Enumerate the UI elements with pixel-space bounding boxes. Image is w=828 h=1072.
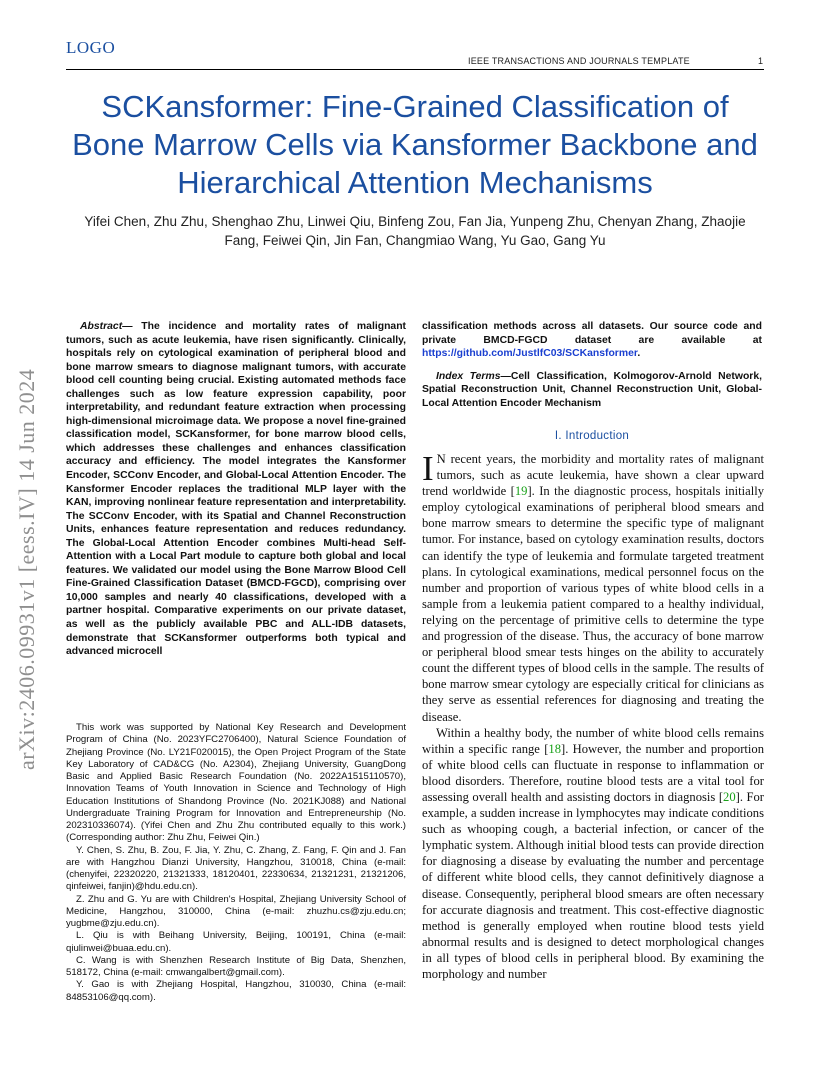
running-head: IEEE TRANSACTIONS AND JOURNALS TEMPLATE — [468, 56, 690, 66]
index-terms — [422, 370, 762, 411]
footnote-funding: This work was supported by National Key Research and Development Program of China (No. 2023YFC2706400), Natural Science Foundation of Zhejiang Province (No. LY21F020015), the Open Project Program of the State Key Laboratory of CAD&CG (No. A2304), Zhejiang University, GuangDong Basic and Applied Basic Research Foundation (No. 2022A1515110570), Innovation Teams of Youth Innovation in Science and Technology of High Education Institutions of Shandong Province (No. 2021KJ088) and National Undergraduate Training Program for Innovation and Entrepreneurship (No. 202310336074). (Yifei Chen and Zhu Zhu contributed equally to this work.) (Corresponding author: Zhu Zhu, Feiwei Qin.) — [66, 722, 406, 844]
journal-logo: LOGO — [66, 38, 116, 57]
intro-text: ]. In the diagnostic process, hospitals initially employ cytological examinations of peripheral blood smears and bone marrow smears to determine the specific type of malignant tumor. For instance, based on cytology examination results, doctors can identify the type of leukemia and formulate targeted treatment plans. In cytological examinations, medical personnel focus on the number and proportion of various types of white blood cells in a sample from a leukemia patient compared to a healthy individual, relying on the percentage of primitive cells to determine the type and progression of the disease. Thus, the accuracy of bone marrow or peripheral blood smear tests hinges on the ability to accurately count the different types of blood cells in the sample. The results of bone marrow smear cytology are especially critical for clinicians as they serve as essential references for diagnosing and treating the disease. — [422, 484, 765, 724]
author-list: Yifei Chen, Zhu Zhu, Shenghao Zhu, Linwei Qiu, Binfeng Zou, Fan Jia, Yunpeng Zhu, Chenyan Zhang, Zhaojie Fang, Feiwei Qin, Jin Fan, Changmiao Wang, Yu Gao, Gang Yu — [84, 214, 746, 248]
introduction-body — [422, 451, 764, 982]
intro-text: ]. For example, a sudden increase in lymphocytes may indicate conditions such as whooping cough, a bacterial infection, or cancer of the lymphatic system. Although initial blood tests can provide direction for diagnosing a disease by evaluating the number and percentage of different white blood cells, they cannot definitively diagnose a disease. Consequently, peripheral blood smears are often necessary for accurate diagnosis and treatment. This cost-effective diagnostic method is generally employed when routine blood tests yield abnormal results and is designed to detect morphological changes in all types of blood cells in peripheral blood. By examining the morphology and number — [422, 789, 764, 981]
citation-link[interactable]: 20 — [723, 789, 736, 804]
abstract-text: The incidence and mortality rates of malignant tumors, such as acute leukemia, have risen significantly. Clinically, hospitals rely on cytological examination of peripheral blood and bone marrow smears to diagnose malignant tumors, with accurate blood cell counting being crucial. Existing automated methods face challenges such as low feature expression capability, poor interpretability, and redundant feature extraction when processing high-dimensional microimage data. We propose a novel fine-grained classification model, SCKansformer, for bone marrow blood cells, which addresses these challenges and enhances classification accuracy and efficiency. The model integrates the Kansformer Encoder, SCConv Encoder, and Global-Local Attention Encoder. The Kansformer Encoder replaces the traditional MLP layer with the KAN, improving nonlinear feature representation and interpretability. The SCConv Encoder, with its Spatial and Channel Reconstruction Units, enhances feature representation and reduces redundancy. The Global-Local Attention Encoder combines Multi-head Self-Attention with a Local Part module to capture both global and local features. We validated our model using the Bone Marrow Blood Cell Fine-Grained Classification Dataset (BMCD-FGCD), comprising over 10,000 samples and nearly 40 classifications, developed with a partner hospital. Comparative experiments on our private dataset, as well as the publicly available PBC and ALL-IDB datasets, demonstrate that SCKansformer outperforms both typical and advanced microcell — [66, 321, 407, 658]
footnote-affiliation: Y. Gao is with Zhejiang Hospital, Hangzhou, 310030, China (e-mail: 84853106@qq.com). — [66, 979, 406, 1003]
drop-cap: I — [422, 449, 434, 488]
abstract-text-continued: classification methods across all datasets. Our source code and private BMCD-FGCD dataset are available at — [422, 321, 762, 346]
citation-link[interactable]: 19 — [514, 484, 528, 499]
footnote-affiliation: C. Wang is with Shenzhen Research Institute of Big Data, Shenzhen, 518172, China (e-mail: cmwangalbert@gmail.com). — [66, 954, 406, 978]
footnote-affiliation: Y. Chen, S. Zhu, B. Zou, F. Jia, Y. Zhu, C. Zhang, Z. Fang, F. Qin and J. Fan are with Hangzhou Dianzi University, Hangzhou, 310018, China (e-mail:(chenyifei, 22320220, 21321333, 18120401, 22330634, 21321231, 21321206, qinfeiwei, fanjin)@hdu.edu.cn). — [66, 844, 406, 893]
footnote-affiliation: Z. Zhu and G. Yu are with Children's Hospital, Zhejiang University School of Medicine, Hangzhou, 310000, China (e-mail: zhuzhu.cs@zju.edu.cn; yugbme@zju.edu.cn). — [66, 893, 406, 929]
page-number: 1 — [758, 56, 764, 66]
abstract-continuation — [422, 320, 762, 410]
source-code-link[interactable]: https://github.com/JustlfC03/SCKansformer — [422, 348, 638, 360]
intro-text: Within a healthy body, the number of white blood cells remains within a specific range [ — [422, 725, 764, 756]
footnote-affiliation: L. Qiu is with Beihang University, Beijing, 100191, China (e-mail: qiulinwei@buaa.edu.cn). — [66, 930, 406, 954]
abstract-label: Abstract— — [80, 321, 133, 332]
header-rule — [66, 69, 764, 70]
arxiv-identifier-stamp[interactable]: arXiv:2406.09931v1 [eess.IV] 14 Jun 2024 — [14, 368, 39, 770]
intro-text: N recent years, the morbidity and mortality rates of malignant tumors, such as acute leukemia, have shown a clear upward trend worldwide [ — [422, 452, 764, 499]
intro-text: ]. However, the number and proportion of white blood cells can fluctuate in response to inflammation or blood disorders. Therefore, routine blood tests are a vital tool for assessing overall health and assisting doctors in diagnosis [ — [422, 741, 764, 804]
abstract — [66, 320, 406, 659]
citation-link[interactable]: 18 — [548, 741, 561, 756]
paper-title: SCKansformer: Fine-Grained Classification of Bone Marrow Cells via Kansformer Backbone and Hierarchical Attention Mechanisms — [72, 89, 758, 200]
section-heading-introduction: I. Introduction — [554, 430, 630, 442]
abstract-end-punct: . — [637, 348, 641, 360]
footnote — [66, 722, 406, 1004]
index-terms-label: Index Terms— — [436, 370, 511, 382]
index-terms-text: Cell Classification, Kolmogorov-Arnold Network, Spatial Reconstruction Unit, Channel Reconstruction Unit, Global-Local Attention Encoder Mechanism — [422, 370, 762, 409]
